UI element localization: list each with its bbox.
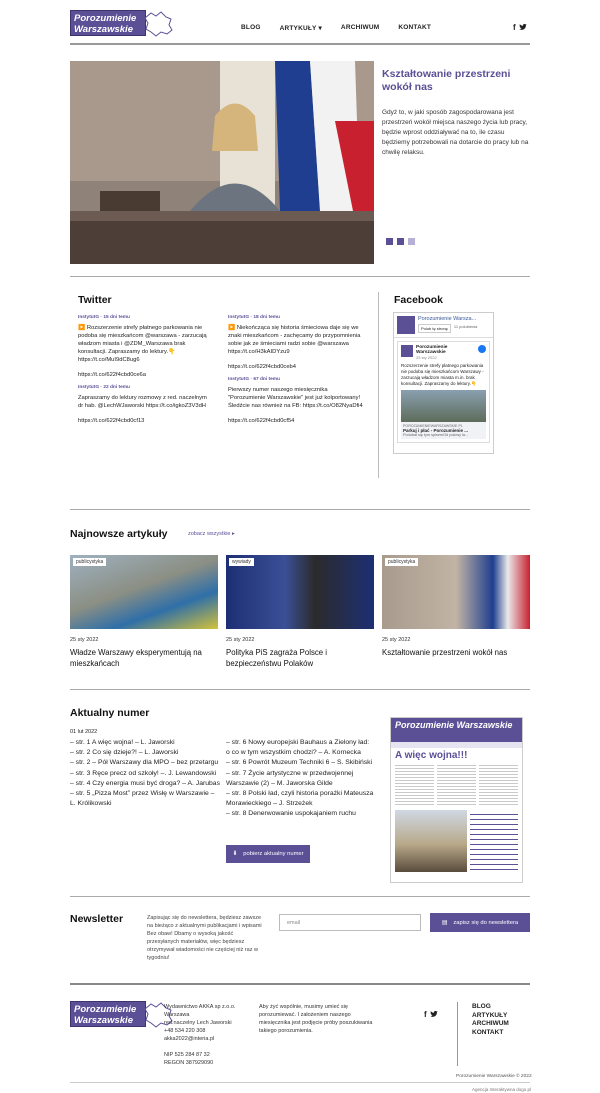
nav-blog[interactable]: BLOG — [241, 24, 261, 31]
tweet-meta: InstytutG · 18 dni temu — [228, 315, 280, 320]
article-date: 25 sty 2022 — [226, 637, 255, 643]
slider-dot-1[interactable] — [386, 238, 393, 245]
download-label: pobierz aktualny numer — [243, 851, 304, 857]
download-icon: ⬇ — [232, 851, 238, 857]
footer-about: Aby żyć wspólnie, musimy umieć się porozumiewać. I założeniem naszego miesięcznika jest podjęcie próby poszukiwania takiego porozumienia. — [259, 1004, 373, 1034]
post-date: 25 sty 2022 — [416, 355, 437, 360]
tweet-link[interactable]: https://t.co/622f4cbd0ce6a — [78, 372, 147, 378]
map-outline-icon — [142, 10, 174, 38]
issue-cover[interactable] — [390, 717, 523, 883]
facebook-logo-icon — [478, 345, 486, 353]
post-author[interactable]: Porozumienie Warszawskie — [416, 345, 448, 355]
issue-toc-column-1 — [70, 738, 220, 809]
download-issue-button[interactable] — [226, 845, 310, 863]
address-line: NIP 525 284 87 32 — [164, 1052, 210, 1058]
address-line: Warszawa — [164, 1012, 190, 1018]
copyright: Porozumienie Warszawskie © 2022 — [456, 1074, 532, 1079]
footer-email[interactable]: akka2022@interia.pl — [164, 1036, 215, 1042]
toc-item: – str. 6 Nowy europejski Bauhaus a Zielony ład: o co w tym wszystkim chodzi? – A. Kornecka — [226, 739, 370, 757]
article-title[interactable]: Władze Warszawy eksperymentują na mieszkańcach — [70, 648, 202, 668]
footer-address — [164, 1003, 254, 1067]
footer-nav-archiwum[interactable]: ARCHIWUM — [472, 1020, 509, 1027]
fb-page-name[interactable]: Porozumienie Warsza... — [418, 316, 477, 322]
article-tag[interactable]: publicystyka — [385, 558, 418, 566]
toc-item: – str. 1 A więc wojna! – L. Jaworski — [70, 739, 175, 746]
hero-image[interactable] — [70, 61, 374, 264]
footer-nav-blog[interactable]: BLOG — [472, 1003, 491, 1010]
twitter-heading: Twitter — [78, 294, 112, 306]
article-card[interactable] — [226, 555, 374, 669]
nav-kontakt[interactable]: KONTAKT — [398, 24, 432, 31]
card-source: POROZUMIENIEWARSZAWSKIE.PL — [403, 424, 463, 428]
tweet — [78, 314, 213, 379]
see-all-link[interactable]: zobacz wszystkie ▸ — [188, 531, 235, 537]
tweet — [228, 376, 363, 425]
article-date: 25 sty 2022 — [70, 637, 99, 643]
toc-item: – str. 2 – Pół Warszawy dla MPO – bez przetargu — [70, 759, 219, 767]
newsletter-text: Zapisując się do newslettera, będziesz zawsze na bieżąco z aktualnymi publikacjami i wpisami Bez obaw! Dbamy o wysoką jakość przesyłanych materiałów, więc będziesz otrzymywał wiadomości nie częściej niż raz w tygodniu! — [147, 915, 262, 961]
post-avatar — [401, 345, 413, 357]
main-nav — [241, 24, 431, 32]
section-divider — [70, 509, 530, 510]
slider-dots — [386, 238, 415, 245]
footer-nav — [472, 1003, 509, 1037]
agency-credit[interactable]: Agencja Interaktywna dogo.pl — [472, 1087, 532, 1092]
facebook-icon[interactable]: f — [513, 23, 516, 32]
toc-item: – str. 2 Co się dzieje?! – L. Jaworski — [70, 749, 179, 757]
tweet-text: ▶️ Rozszerzenie strefy płatnego parkowania nie podoba się mieszkańcom @warszawa - zarzucają władzom miasta i @ZDM_Warszawa brak konsultacji. Zapraszamy do lektury.👇 https://t.co/MuI9dC8ug6 — [78, 325, 207, 363]
toc-item: – str. 7 Życie artystyczne w przedwojennej Warszawie (2) – M. Jaworska Gilde — [226, 769, 354, 787]
hero-excerpt: Gdyż to, w jaki sposób zagospodarowana jest przestrzeń wokół miejsca naszego życia lub pracy, będzie wprost oddziaływać na to, ile czasu będziemy potrzebowali na dotarcie do pracy lub na chwilę relaksu. — [382, 109, 529, 156]
tweet-meta: InstytutG · 22 dni temu — [78, 385, 130, 390]
toc-item: – str. 8 Polski ład, czyli historia porażki Mateusza Morawieckiego – J. Strzeżek — [226, 790, 374, 808]
address-line: +48 534 220 308 — [164, 1028, 206, 1034]
tweet-link[interactable]: https://t.co/622f4cbd0cf13 — [78, 418, 145, 424]
fb-like-button[interactable]: Polub tę stronę — [418, 324, 451, 333]
address-line: Wydawnictwo AKKA sp z.o.o. — [164, 1004, 236, 1010]
chevron-down-icon: ▾ — [316, 25, 322, 32]
tweet-link[interactable]: https://t.co/622f4cbd0ceb4 — [228, 364, 297, 370]
twitter-icon[interactable] — [430, 1010, 438, 1018]
card-desc: Podobał się tym spisemOd połowy la... — [403, 433, 469, 437]
header-divider — [70, 43, 530, 45]
article-card[interactable] — [70, 555, 218, 669]
tweet — [78, 384, 213, 425]
cover-masthead: Porozumienie Warszawskie — [391, 718, 522, 742]
hero-title[interactable]: Kształtowanie przestrzeni wokół nas — [382, 68, 511, 93]
twitter-icon[interactable] — [519, 23, 527, 31]
logo-text: Porozumienie Warszawskie — [70, 10, 146, 36]
footer-nav-kontakt[interactable]: KONTAKT — [472, 1028, 504, 1036]
section-divider — [70, 689, 530, 690]
subscribe-label: zapisz się do newslettera — [453, 919, 519, 926]
bottom-rule — [70, 1082, 530, 1083]
article-image[interactable] — [70, 555, 218, 629]
article-image[interactable] — [382, 555, 530, 629]
facebook-heading: Facebook — [394, 294, 444, 306]
tweet-text: Pierwszy numer naszego miesięcznika "Porozumienie Warszawskie" jest już kolportowany! Śledźcie nas również na FB: https://t.co/O82NyaDfi4 — [228, 387, 363, 409]
slider-dot-2[interactable] — [397, 238, 404, 245]
article-image[interactable] — [226, 555, 374, 629]
facebook-icon[interactable]: f — [424, 1010, 427, 1019]
cover-headline: A więc wojna!!! — [395, 750, 468, 761]
site-logo[interactable] — [70, 10, 174, 38]
issue-heading: Aktualny numer — [70, 707, 150, 719]
section-divider — [70, 896, 530, 897]
article-date: 25 sty 2022 — [382, 637, 411, 643]
footer-social — [424, 1010, 438, 1019]
card-title[interactable]: Parkuj i płać - Porozumienie ... — [403, 428, 469, 433]
article-tag[interactable]: publicystyka — [73, 558, 106, 566]
post-image[interactable] — [401, 390, 486, 422]
slider-dot-3[interactable] — [408, 238, 415, 245]
footer-nav-artykuly[interactable]: ARTYKUŁY — [472, 1011, 508, 1019]
nav-artykuly[interactable]: ARTYKUŁY ▾ — [279, 25, 322, 32]
footer-logo[interactable] — [70, 1001, 174, 1029]
nav-archiwum[interactable]: ARCHIWUM — [340, 24, 380, 31]
toc-item: – str. 8 Denerwowanie uspokajaniem ruchu — [226, 810, 356, 818]
tweet — [228, 314, 363, 371]
newsletter-heading: Newsletter — [70, 913, 124, 925]
issue-date: 01 lut 2022 — [70, 729, 98, 735]
column-divider — [378, 292, 379, 478]
hero-photo — [70, 61, 374, 264]
toc-item: – str. 4 Czy energia musi być droga? – A. Jarubas — [70, 779, 220, 787]
tweet-text: ▶️ Niekończąca się historia śmieciowa daje się we znaki mieszkańcom - zachęcamy do przypomnienia sobie jak ze śmieciami radzi sobie @warszawa https://t.co/H3kAIDYzu9 — [228, 325, 361, 355]
tweet-text: Zapraszamy do lektury rozmowy z red. naczelnym dr hab. @LechWJaworski https://t.co/igkoZ3V3dH — [78, 395, 207, 409]
fb-followers: 11 polubienia — [453, 324, 478, 329]
tweet-meta: InstytutG · 67 dni temu — [228, 377, 280, 382]
send-icon: ▤ — [441, 919, 448, 926]
article-card[interactable] — [382, 555, 530, 658]
article-tag[interactable]: wywiady — [229, 558, 254, 566]
facebook-widget[interactable] — [393, 312, 494, 454]
footer-divider — [70, 983, 530, 985]
toc-item: – str. 3 Ręce precz od szkoły! –. J. Lewandowski — [70, 769, 217, 777]
tweet-column-1 — [78, 314, 213, 430]
tweet-meta: InstytutG · 15 dni temu — [78, 315, 130, 320]
article-title[interactable]: Polityka PiS zagraża Polsce i bezpieczeństwu Polaków — [226, 648, 327, 668]
page-avatar — [397, 316, 415, 334]
articles-heading: Najnowsze artykuły — [70, 528, 168, 540]
tweet-link[interactable]: https://t.co/622f4cbd0cf54 — [228, 418, 295, 424]
footer-divider-vertical — [457, 1002, 458, 1066]
address-line: red.naczelny Lech Jaworski — [164, 1020, 232, 1026]
social-links — [513, 23, 527, 32]
cover-photo — [395, 810, 467, 872]
toc-item: – str. 6 Powrót Muzeum Techniki 6 – S. Skibiński — [226, 759, 373, 767]
article-title[interactable]: Kształtowanie przestrzeni wokół nas — [382, 648, 508, 657]
toc-item: – str. 5 „Pizza Most” przez Wisłę w Warszawie – L. Królikowski — [70, 790, 215, 808]
footer-logo-text: Porozumienie Warszawskie — [70, 1001, 146, 1027]
issue-toc-column-2 — [226, 738, 374, 820]
post-text: Rozszerzenie strefy płatnego parkowania nie podoba się mieszkańcom Warszawy - zarzucają władzom miasta m.in. brak konsultacji. Zapraszamy do lektury.👇 — [401, 363, 484, 386]
address-line: REGON 387929090 — [164, 1060, 214, 1066]
hero-divider — [70, 276, 530, 277]
newsletter-email-input[interactable]: email — [279, 914, 421, 931]
newsletter-subscribe-button[interactable] — [430, 913, 530, 932]
tweet-column-2 — [228, 314, 363, 430]
